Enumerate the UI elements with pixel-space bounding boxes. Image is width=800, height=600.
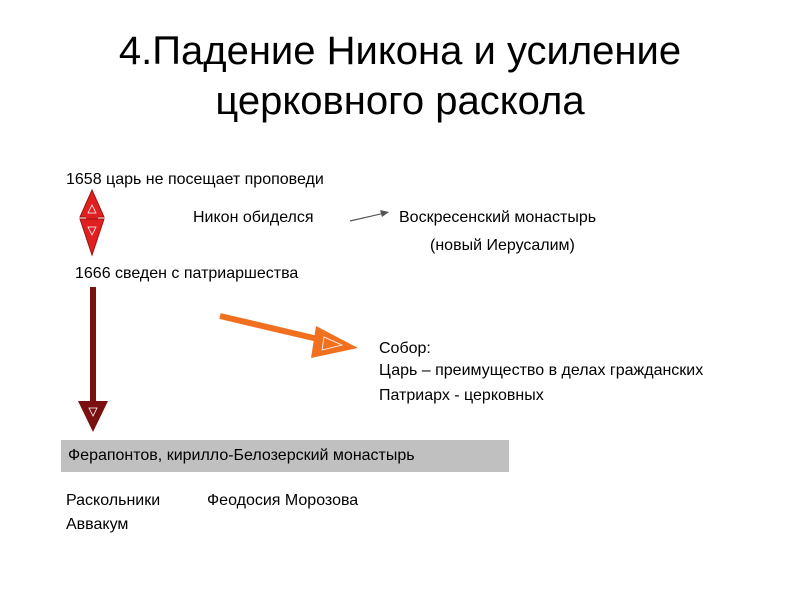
event-nikon-offended: Никон обиделся (193, 209, 314, 226)
dark-red-arrow (78, 287, 108, 432)
council-patriarch: Патриарх - церковных (379, 387, 544, 404)
orange-arrow (220, 316, 358, 358)
double-arrow-red (80, 190, 104, 255)
footer-avvakum: Аввакум (66, 516, 129, 533)
thin-arrow (350, 210, 389, 221)
event-new-jerusalem: (новый Иерусалим) (430, 237, 575, 254)
footer-morozova: Феодосия Морозова (207, 492, 359, 509)
council-heading: Собор: (379, 340, 431, 357)
event-voskresensky-monastery: Воскресенский монастырь (399, 209, 597, 226)
title-line-2: церковного раскола (215, 79, 585, 123)
council-tsar: Царь – преимущество в делах гражданских (379, 362, 704, 379)
footer-schismatics: Раскольники (66, 492, 161, 509)
event-1658: 1658 царь не посещает проповеди (66, 171, 324, 188)
title-line-1: 4.Падение Никона и усиление (118, 29, 682, 73)
exile-box-label: Ферапонтов, кирилло-Белозерский монастырь (68, 447, 415, 464)
event-1666: 1666 сведен с патриаршества (75, 265, 299, 282)
